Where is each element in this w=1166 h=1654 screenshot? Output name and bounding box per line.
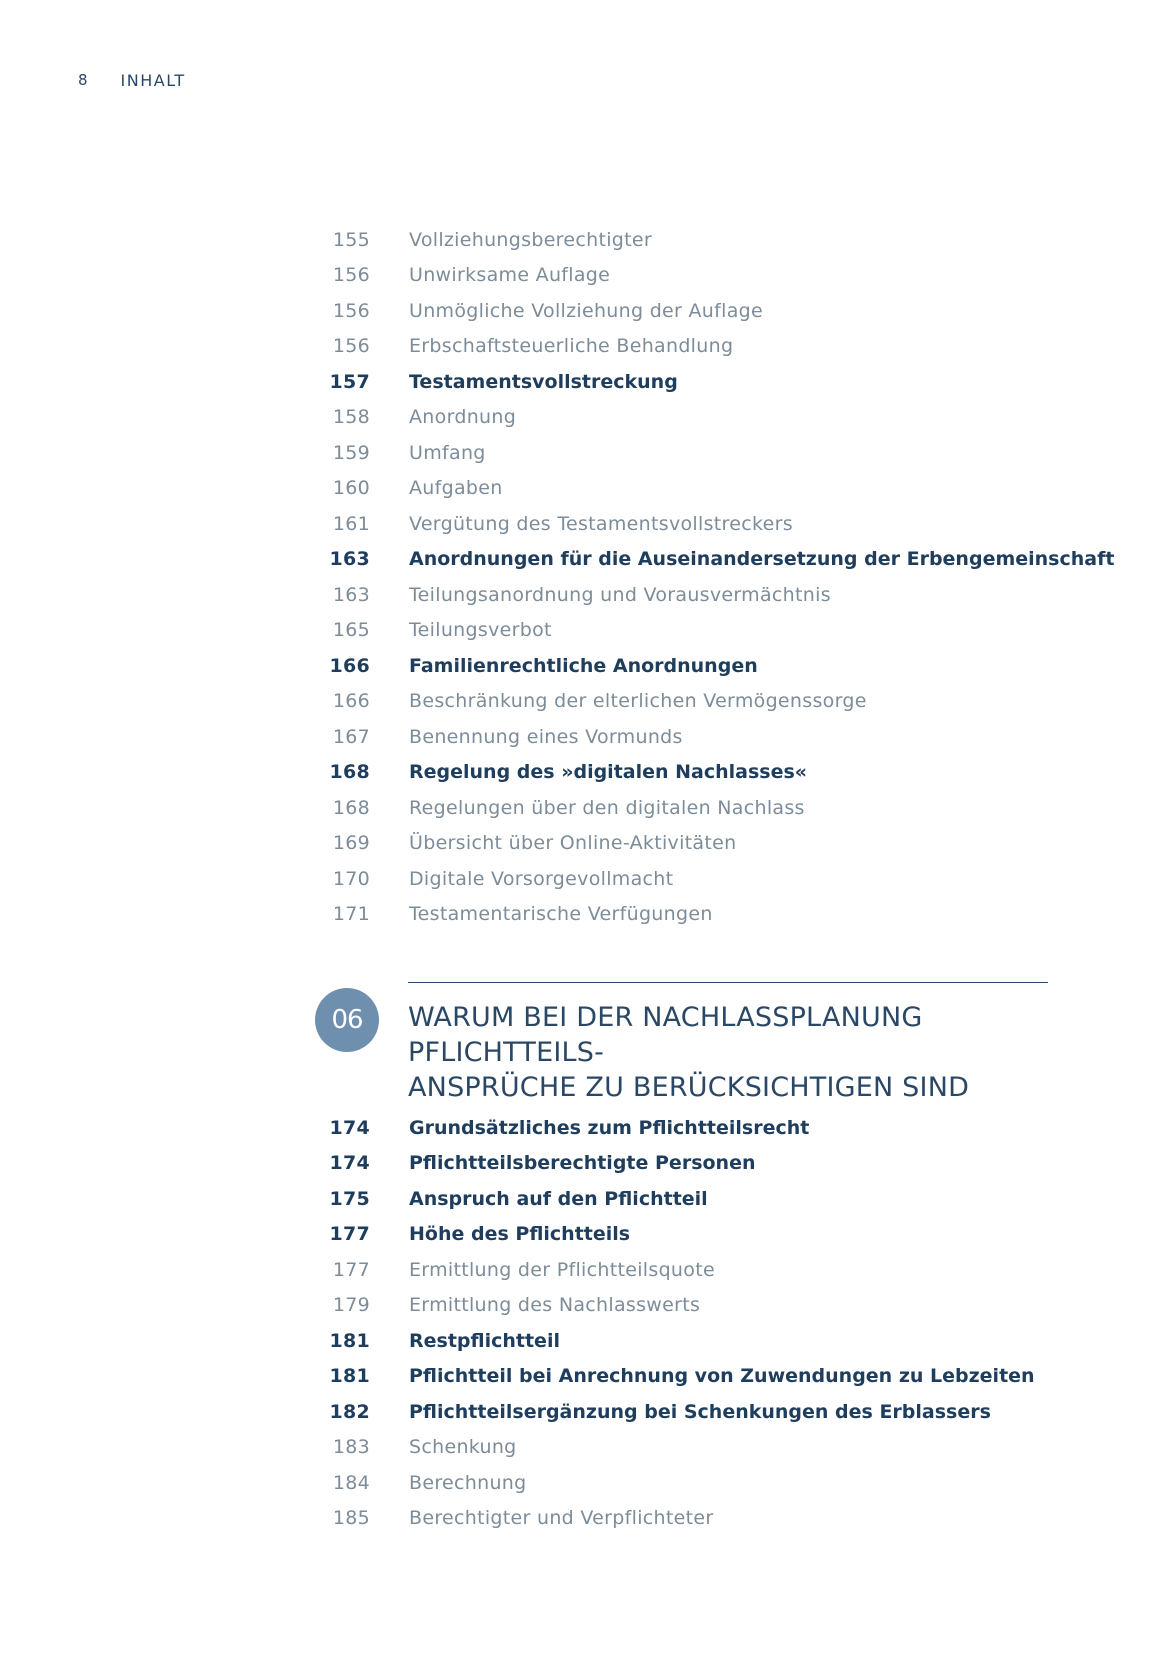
toc-entry[interactable] <box>300 293 1060 329</box>
toc-entry-title: Anordnungen für die Auseinandersetzung der Erbengemeinschaft <box>409 548 1115 571</box>
toc-entry-title: Grundsätzliches zum Pflichtteilsrecht <box>409 1116 810 1139</box>
toc-page-number: 167 <box>332 725 370 748</box>
toc-page-number: 181 <box>329 1329 370 1352</box>
toc-page-number: 159 <box>332 441 370 464</box>
toc-entry-title: Pflichtteilsberechtigte Personen <box>409 1152 756 1175</box>
toc-page-number: 177 <box>332 1258 370 1281</box>
toc-entry[interactable] <box>300 1288 1060 1324</box>
toc-entry[interactable] <box>300 577 1060 613</box>
toc-page-number: 181 <box>329 1365 370 1388</box>
toc-page-number: 182 <box>329 1400 370 1423</box>
toc-entry[interactable] <box>300 222 1060 258</box>
toc-entry-title: Benennung eines Vormunds <box>409 725 683 748</box>
toc-entry[interactable] <box>300 1430 1060 1466</box>
toc-entry[interactable] <box>300 435 1060 471</box>
toc-entry-title: Teilungsanordnung und Vorausvermächtnis <box>409 583 831 606</box>
toc-entry-title: Übersicht über Online-Aktivitäten <box>409 832 737 855</box>
toc-page-number: 175 <box>329 1187 370 1210</box>
toc-entry[interactable] <box>300 1252 1060 1288</box>
toc-page-number: 163 <box>329 548 370 571</box>
toc-entry-title: Testamentsvollstreckung <box>409 370 678 393</box>
section-title: INHALT <box>120 70 186 90</box>
toc-entry-title: Beschränkung der elterlichen Vermögenssorge <box>409 690 867 713</box>
toc-entry-section[interactable] <box>300 1394 1060 1430</box>
toc-entry-title: Schenkung <box>409 1436 517 1459</box>
chapter-title <box>408 1000 1058 1105</box>
toc-entry[interactable] <box>300 400 1060 436</box>
running-header <box>78 68 186 92</box>
toc-entry-title: Unwirksame Auflage <box>409 264 611 287</box>
toc-entry[interactable] <box>300 471 1060 507</box>
toc-entry-section[interactable] <box>300 1323 1060 1359</box>
toc-entry-title: Pflichtteilsergänzung bei Schenkungen des Erblassers <box>409 1400 991 1423</box>
toc-entry-title: Aufgaben <box>409 477 503 500</box>
toc-page-number: 156 <box>332 335 370 358</box>
toc-entry[interactable] <box>300 897 1060 933</box>
toc-list-part1 <box>300 222 1115 932</box>
toc-entry-section[interactable] <box>300 542 1115 578</box>
toc-page-number: 166 <box>332 690 370 713</box>
toc-entry-title: Umfang <box>409 441 486 464</box>
toc-entry-section[interactable] <box>300 1359 1060 1395</box>
toc-page-number: 161 <box>332 512 370 535</box>
toc-entry-title: Pflichtteil bei Anrechnung von Zuwendungen zu Lebzeiten <box>409 1365 1035 1388</box>
toc-entry-section[interactable] <box>300 648 1060 684</box>
toc-entry-title: Regelung des »digitalen Nachlasses« <box>409 761 808 784</box>
toc-entry[interactable] <box>300 1465 1060 1501</box>
toc-entry[interactable] <box>300 1501 1060 1537</box>
toc-entry-title: Berechnung <box>409 1471 527 1494</box>
toc-page-number: 158 <box>332 406 370 429</box>
toc-entry[interactable] <box>300 613 1060 649</box>
toc-page-number: 170 <box>332 867 370 890</box>
toc-page-number: 177 <box>329 1223 370 1246</box>
toc-entry-title: Berechtigter und Verpflichteter <box>409 1507 714 1530</box>
toc-entry-title: Vollziehungsberechtigter <box>409 228 652 251</box>
toc-entry[interactable] <box>300 258 1060 294</box>
toc-entry-section[interactable] <box>300 364 1060 400</box>
toc-entry-title: Erbschaftsteuerliche Behandlung <box>409 335 734 358</box>
toc-entry-title: Restpflichtteil <box>409 1329 560 1352</box>
toc-page-number: 183 <box>332 1436 370 1459</box>
toc-entry-title: Vergütung des Testamentsvollstreckers <box>409 512 793 535</box>
toc-page-number: 185 <box>332 1507 370 1530</box>
toc-entry[interactable] <box>300 826 1060 862</box>
toc-entry-section[interactable] <box>300 1181 1060 1217</box>
toc-entry[interactable] <box>300 719 1060 755</box>
toc-page-number: 174 <box>329 1152 370 1175</box>
toc-page-number: 157 <box>329 370 370 393</box>
toc-page-number: 165 <box>332 619 370 642</box>
toc-entry-title: Anordnung <box>409 406 517 429</box>
toc-entry-title: Unmögliche Vollziehung der Auflage <box>409 299 763 322</box>
toc-entry-title: Regelungen über den digitalen Nachlass <box>409 796 805 819</box>
toc-entry-section[interactable] <box>300 755 1060 791</box>
toc-page-number: 156 <box>332 264 370 287</box>
chapter-number-badge: 06 <box>315 988 379 1052</box>
toc-page-number: 168 <box>332 796 370 819</box>
toc-entry-title: Höhe des Pflichtteils <box>409 1223 631 1246</box>
toc-entry-title: Testamentarische Verfügungen <box>409 903 713 926</box>
toc-entry-title: Teilungsverbot <box>409 619 552 642</box>
toc-entry[interactable] <box>300 861 1060 897</box>
toc-page-number: 156 <box>332 299 370 322</box>
toc-page-number: 184 <box>332 1471 370 1494</box>
toc-page-number: 163 <box>332 583 370 606</box>
toc-entry-title: Ermittlung der Pflichtteilsquote <box>409 1258 715 1281</box>
toc-page-number: 179 <box>332 1294 370 1317</box>
toc-entry-section[interactable] <box>300 1110 1060 1146</box>
chapter-title-line-2: ANSPRÜCHE ZU BERÜCKSICHTIGEN SIND <box>408 1072 970 1103</box>
toc-page-number: 168 <box>329 761 370 784</box>
toc-page-number: 166 <box>329 654 370 677</box>
toc-page-number: 169 <box>332 832 370 855</box>
toc-page-number: 160 <box>332 477 370 500</box>
toc-entry-title: Anspruch auf den Pflichtteil <box>409 1187 708 1210</box>
toc-entry-title: Familienrechtliche Anordnungen <box>409 654 758 677</box>
toc-entry[interactable] <box>300 790 1060 826</box>
toc-list-part2 <box>300 1110 1060 1536</box>
chapter-title-line-1: WARUM BEI DER NACHLASSPLANUNG PFLICHTTEILS- <box>408 1002 923 1068</box>
page-number: 8 <box>78 71 89 89</box>
toc-entry[interactable] <box>300 684 1060 720</box>
toc-entry[interactable] <box>300 329 1060 365</box>
toc-page-number: 174 <box>329 1116 370 1139</box>
toc-entry-section[interactable] <box>300 1146 1060 1182</box>
toc-entry[interactable] <box>300 506 1060 542</box>
toc-page-number: 171 <box>332 903 370 926</box>
toc-page-number: 155 <box>332 228 370 251</box>
toc-entry-title: Digitale Vorsorgevollmacht <box>409 867 674 890</box>
toc-entry-title: Ermittlung des Nachlasswerts <box>409 1294 701 1317</box>
toc-entry-section[interactable] <box>300 1217 1060 1253</box>
chapter-divider <box>408 982 1048 983</box>
